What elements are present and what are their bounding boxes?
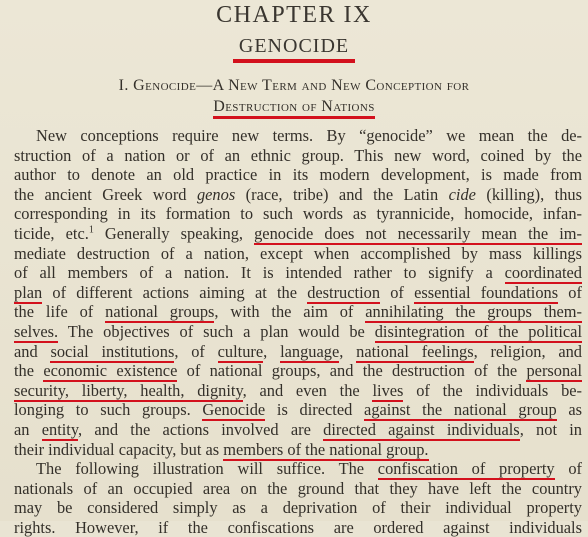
text-run: , bbox=[339, 341, 357, 361]
text-line bbox=[14, 165, 582, 185]
underlined-phrase: coordinated bbox=[504, 263, 582, 283]
text-line bbox=[14, 244, 582, 264]
text-run: , and the actions involved are bbox=[78, 419, 324, 439]
text-run: of different actions aiming at the bbox=[42, 282, 308, 302]
section-heading bbox=[0, 75, 588, 117]
underlined-phrase: directed against individuals bbox=[323, 419, 520, 439]
text-line bbox=[14, 518, 582, 537]
text-run: 1 bbox=[88, 224, 94, 236]
text-line bbox=[14, 322, 582, 342]
text-run: of bbox=[554, 459, 582, 479]
chapter-title-text: GENOCIDE bbox=[233, 35, 355, 63]
underlined-phrase: selves. bbox=[14, 321, 59, 341]
text-run: and bbox=[14, 341, 51, 361]
underlined-phrase: social institutions bbox=[50, 341, 175, 361]
underlined-phrase: security, liberty, health, dignity bbox=[14, 380, 243, 400]
text-run: nationals of an occupied area on the ground that they have left the country bbox=[14, 478, 582, 498]
text-run: of national groups, and the destruction of the bbox=[177, 361, 527, 381]
text-run: cide bbox=[448, 184, 476, 204]
underlined-phrase: disintegration of the political bbox=[374, 321, 582, 341]
text-line bbox=[14, 498, 582, 518]
text-run: , bbox=[263, 341, 281, 361]
underlined-phrase: Genocide bbox=[202, 400, 266, 420]
text-run: is directed bbox=[265, 400, 365, 420]
text-line bbox=[14, 302, 582, 322]
underlined-phrase: national feelings bbox=[356, 341, 474, 361]
text-line bbox=[14, 420, 582, 440]
underlined-phrase: members of the national group. bbox=[223, 439, 429, 459]
chapter-heading: CHAPTER IX bbox=[216, 2, 372, 28]
chapter-title bbox=[0, 35, 588, 58]
section-heading-line2 bbox=[0, 96, 588, 117]
text-line bbox=[14, 146, 582, 166]
text-run: their individual capacity, but as bbox=[14, 439, 224, 459]
underlined-phrase: against the national group bbox=[364, 400, 557, 420]
underlined-phrase: essential foundations bbox=[414, 282, 559, 302]
text-run: , of bbox=[174, 341, 218, 361]
text-run: The objectives of such a plan would be bbox=[58, 321, 375, 341]
text-run: Generally speaking, bbox=[93, 223, 255, 243]
text-run: of the individuals be- bbox=[403, 380, 583, 400]
text-run: rights. However, if the confiscations are ordered against individuals bbox=[14, 517, 582, 537]
text-line bbox=[14, 126, 582, 146]
text-run: (race, tribe) and the Latin bbox=[235, 184, 449, 204]
underlined-phrase: national groups bbox=[105, 302, 215, 322]
underlined-phrase: language bbox=[280, 341, 340, 361]
text-run: mediate destruction of a nation, except when accomplished by mass killings bbox=[14, 243, 582, 263]
body-paragraph bbox=[14, 126, 582, 537]
underlined-phrase: annihilating the groups them- bbox=[365, 302, 583, 322]
text-run: as bbox=[556, 400, 582, 420]
text-run: corresponding in its formation to such words as tyrannicide, homocide, infan- bbox=[14, 204, 582, 224]
text-run: , and even the bbox=[242, 380, 373, 400]
text-line bbox=[14, 479, 582, 499]
text-run: The following illustration will suffice. The bbox=[36, 459, 378, 479]
text-run: , religion, and bbox=[473, 341, 582, 361]
text-run: genos bbox=[196, 184, 236, 204]
text-run: longing to such groups. bbox=[14, 400, 203, 420]
section-heading-line1: I. Genocide—A New Term and New Conception for bbox=[118, 77, 470, 94]
underlined-phrase: economic existence bbox=[43, 361, 178, 381]
text-line bbox=[14, 459, 582, 479]
underlined-phrase: destruction bbox=[307, 282, 381, 302]
text-run: (killing), thus bbox=[475, 184, 583, 204]
text-line bbox=[14, 400, 582, 420]
text-run: New conceptions require new terms. By “genocide” we mean the de- bbox=[36, 126, 582, 145]
text-run: an bbox=[14, 419, 42, 439]
text-run: of bbox=[558, 282, 582, 302]
text-run: of all members of a nation. It is intended rather to signify a bbox=[14, 263, 505, 283]
text-run: , with the aim of bbox=[214, 302, 366, 322]
text-run: struction of a nation or of an ethnic group. This new word, coined by the bbox=[14, 145, 582, 165]
text-line bbox=[14, 440, 582, 460]
text-run: author to denote an old practice in its modern development, is made from bbox=[14, 165, 582, 185]
underlined-phrase: lives bbox=[372, 380, 404, 400]
text-line bbox=[14, 361, 582, 381]
text-run: of bbox=[380, 282, 415, 302]
text-line bbox=[14, 381, 582, 401]
section-heading-line2-text: Destruction of Nations bbox=[213, 98, 375, 119]
text-line bbox=[14, 204, 582, 224]
underlined-phrase: personal bbox=[526, 361, 582, 381]
text-run: the bbox=[14, 361, 44, 381]
underlined-phrase: genocide does not necessarily mean the im- bbox=[254, 223, 582, 243]
text-run: the ancient Greek word bbox=[14, 184, 197, 204]
text-line bbox=[14, 263, 582, 283]
underlined-phrase: plan bbox=[14, 282, 43, 302]
text-run: ticide, etc. bbox=[14, 223, 89, 243]
text-run: , not in bbox=[519, 419, 583, 439]
text-line bbox=[14, 342, 582, 362]
text-line bbox=[14, 185, 582, 205]
text-run: the life of bbox=[14, 302, 106, 322]
underlined-phrase: culture bbox=[217, 341, 264, 361]
underlined-phrase: entity bbox=[41, 419, 78, 439]
text-line bbox=[14, 283, 582, 303]
text-run: may be considered simply as a deprivation of their individual property bbox=[14, 498, 582, 518]
text-line bbox=[14, 224, 582, 244]
underlined-phrase: confiscation of property bbox=[377, 459, 555, 479]
